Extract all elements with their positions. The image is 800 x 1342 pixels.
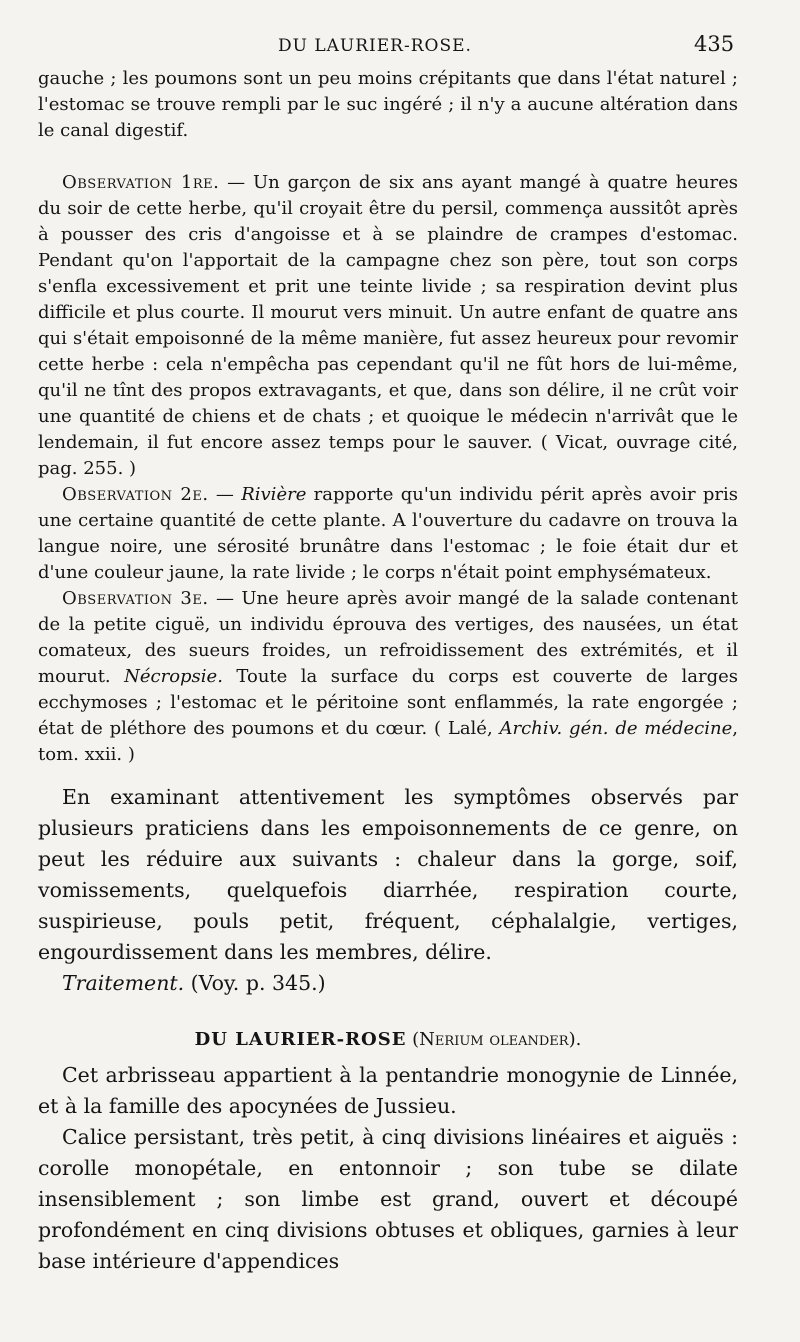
section-subtitle: (Nerium oleander). — [406, 1029, 582, 1050]
page-number: 435 — [694, 32, 735, 56]
observation-3 — [38, 586, 738, 768]
section-title: DU LAURIER-ROSE — [194, 1029, 407, 1050]
observation-2 — [38, 482, 738, 586]
running-title: DU LAURIER-ROSE. — [278, 36, 472, 56]
observation-3-label: Observation 3e. — [62, 588, 209, 609]
observation-1-label: Observation 1re. — [62, 172, 220, 193]
observation-3-source: Archiv. gén. de médecine — [499, 718, 733, 739]
treatment-label: Traitement. — [62, 971, 185, 995]
observation-3-necropsie: Nécropsie. — [124, 666, 223, 687]
observation-2-dash: — — [208, 484, 242, 505]
page-header — [0, 32, 800, 62]
observation-1 — [38, 170, 738, 482]
page-body — [38, 66, 738, 1277]
observation-3-text: — Une heure après avoir mangé de la salade contenant de la petite ciguë, un individu éprouva des vertiges, des nausées, un état comateux, des sueurs froides, un refroidissement des extrémités, et il mourut. — [38, 588, 739, 687]
observation-2-text: rapporte qu'un individu périt après avoir pris une certaine quantité de cette plante. A l'ouverture du cadavre on trouva la langue noire, une sérosité brunâtre dans l'estomac ; le foie était dur et d'une couleur jaune, la rate livide ; le corps n'était point emphysémateux. — [38, 484, 738, 583]
observation-2-author: Rivière — [241, 484, 307, 505]
section-heading — [38, 1029, 738, 1050]
treatment-reference: (Voy. p. 345.) — [184, 971, 326, 995]
calyx-paragraph: Calice persistant, très petit, à cinq divisions linéaires et aiguës : corolle monopétale, en entonnoir ; son tube se dilate insensiblement ; son limbe est grand, ouvert et découpé profondément en cinq divisions obtuses et obliques, garnies à leur base intérieure d'appendices — [38, 1125, 738, 1273]
shrub-paragraph: Cet arbrisseau appartient à la pentandrie monogynie de Linnée, et à la famille des apocynées de Jussieu. — [38, 1063, 738, 1118]
observation-3-text-2: Toute la surface du corps est couverte de larges ecchymoses ; l'estomac et le péritoine sont enflammés, la rate engorgée ; état de pléthore des poumons et du cœur. ( Lalé, — [38, 666, 738, 739]
observation-1-text: — Un garçon de six ans ayant mangé à quatre heures du soir de cette herbe, qu'il croyait être du persil, commença aussitôt après à pousser des cris d'angoisse et à se plaindre de crampes d'estomac. Pendant qu'on l'apportait de la campagne chez son père, tout son corps s'enfla excessivement et prit une teinte livide ; sa respiration devint plus difficile et plus courte. Il mourut vers minuit. Un autre enfant de quatre ans qui s'était empoisonné de la même manière, fut assez heureux pour revomir cette herbe : cela n'empêcha pas cependant qu'il ne fût hors de lui-même, qu'il ne tînt des propos extravagants, et que, dans son délire, il ne crût voir une quantité de chiens et de chats ; et quoique le médecin n'arrivât que le lendemain, il fut encore assez temps pour le sauver. ( Vicat, ouvrage cité, pag. 255. ) — [38, 172, 738, 479]
symptoms-summary: En examinant attentivement les symptômes observés par plusieurs praticiens dans les empoisonnements de ce genre, on peut les réduire aux suivants : chaleur dans la gorge, soif, vomissements, quelquefois diarrhée, respiration courte, suspirieuse, pouls petit, fréquent, céphalalgie, vertiges, engourdissement dans les membres, délire. — [38, 785, 738, 964]
treatment-line — [38, 968, 738, 999]
observation-2-label: Observation 2e. — [62, 484, 209, 505]
continuation-paragraph: gauche ; les poumons sont un peu moins crépitants que dans l'état naturel ; l'estomac se trouve rempli par le suc ingéré ; il n'y a aucune altération dans le canal digestif. — [38, 68, 738, 141]
observation-3-text-3: , tom. xxii. ) — [38, 718, 738, 765]
